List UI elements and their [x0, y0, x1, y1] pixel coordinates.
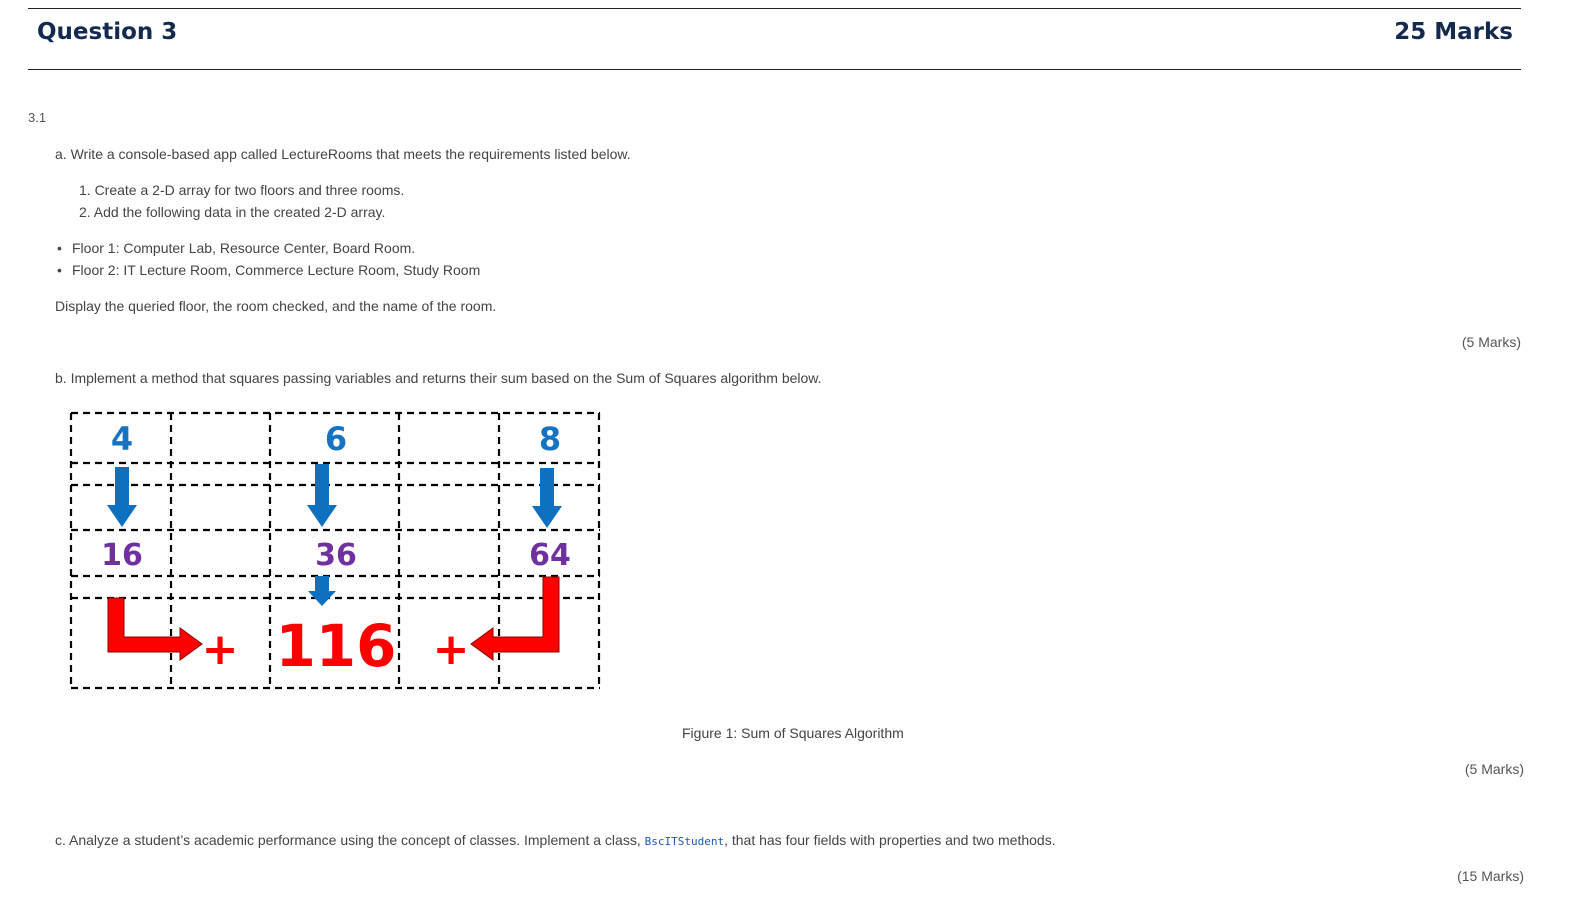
square-arrow-2	[307, 464, 337, 527]
figure-caption: Figure 1: Sum of Squares Algorithm	[682, 725, 904, 741]
square-arrow-1	[107, 467, 137, 527]
part-c-marks: (15 Marks)	[1457, 868, 1524, 884]
sum-of-squares-figure	[60, 405, 610, 700]
section-number: 3.1	[28, 110, 47, 125]
class-name-code: BscITStudent	[644, 835, 725, 848]
header-rule	[28, 69, 1521, 70]
square-value-3: 64	[529, 538, 571, 573]
top-rule	[28, 8, 1521, 9]
square-arrow-3	[532, 468, 562, 528]
question-title: Question 3	[37, 19, 178, 45]
square-value-2: 36	[315, 538, 357, 573]
question-marks: 25 Marks	[1394, 19, 1513, 45]
sum-arrow-middle	[308, 576, 336, 606]
square-value-1: 16	[101, 538, 143, 573]
part-a-step-2: 2. Add the following data in the created 2-D array.	[79, 204, 386, 220]
part-b-marks: (5 Marks)	[1464, 761, 1524, 777]
part-a-step-1: 1. Create a 2-D array for two floors and three rooms.	[79, 182, 405, 198]
part-a-marks: (5 Marks)	[1461, 334, 1521, 350]
part-b-intro: b. Implement a method that squares passing variables and returns their sum based on the Sum of Squares algorithm below.	[55, 370, 822, 386]
input-value-1: 4	[110, 420, 134, 458]
sum-arrow-right	[471, 577, 559, 660]
input-value-3: 8	[538, 420, 562, 458]
input-value-2: 6	[324, 420, 348, 458]
part-a-display-text: Display the queried floor, the room checked, and the name of the room.	[55, 298, 497, 314]
part-a-intro: a. Write a console-based app called LectureRooms that meets the requirements listed below.	[55, 146, 631, 162]
sum-arrow-left	[108, 598, 202, 660]
plus-sign-right: +	[432, 624, 470, 675]
sum-value: 116	[275, 612, 397, 680]
part-c-text-before: c. Analyze a student’s academic performance using the concept of classes. Implement a class,	[55, 832, 645, 848]
part-c-text-after: , that has four fields with properties and two methods.	[724, 832, 1056, 848]
part-a-bullet-1: • Floor 1: Computer Lab, Resource Center, Board Room.	[72, 240, 415, 256]
part-c-text	[55, 832, 1056, 848]
plus-sign-left: +	[201, 624, 239, 675]
part-a-bullet-2: • Floor 2: IT Lecture Room, Commerce Lecture Room, Study Room	[72, 262, 480, 278]
